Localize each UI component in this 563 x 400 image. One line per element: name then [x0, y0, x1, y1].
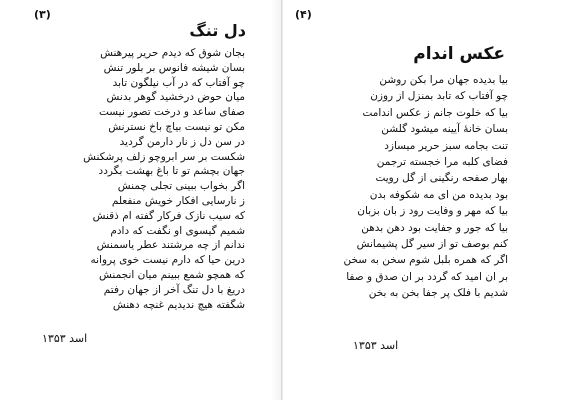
poem-line: که سیب نازک فرکار گفته ام ذقنش — [92, 209, 245, 222]
poem-line: شکست بر سر ابروچو زلف پرشکنش — [83, 150, 245, 163]
left-page — [0, 0, 280, 400]
poem-line: فضای کلبه مرا خجسته ترجمن — [376, 155, 508, 168]
poem-line: بیا که خلوت جانم ز عکس اندامت — [362, 106, 508, 119]
poem-line: درین حیا که دارم نیست خوی پروانه — [90, 254, 245, 267]
poem-line: بیا که مهر و وفایت رود ز بان بزبان — [357, 205, 508, 218]
left-page-number: (۳) — [34, 8, 51, 21]
right-page-number: (۴) — [295, 8, 312, 21]
poem-line: کنم بوصف تو از سیر گل پشیمانش — [356, 237, 508, 250]
poem-line: ندانم از چه مرشتند عطر یاسمنش — [96, 239, 245, 252]
right-page — [283, 0, 563, 400]
right-poem-body — [308, 72, 508, 301]
poem-line: تنت بجامه سبز حریر میسازد — [384, 139, 508, 152]
poem-line: چو آفتاب که در آب نیلگون تابد — [112, 76, 245, 89]
poem-line: بیا که جور و جفایت بود دهن بدهن — [361, 221, 508, 234]
left-poem-date: اسد ۱۳۵۳ — [42, 332, 88, 345]
poem-line: ز نارسایی افکار خویش منفعلم — [111, 194, 245, 207]
poem-line: شگفته هیچ ندیدیم غنچه دهنش — [112, 298, 245, 311]
poem-line: بر ان امید که گردد بر ان صدق و صفا — [346, 270, 508, 283]
poem-line: دریغ با دل تنگ آخر از جهان رفتم — [103, 283, 245, 296]
poem-line: چو آفتاب که تابد بمنزل از روزن — [370, 90, 508, 103]
poem-line: بجان شوق که دیدم حریر پیرهنش — [100, 47, 245, 59]
poem-line: شدیم با فلک پر جفا بخن به بخن — [368, 287, 508, 300]
poem-line: میان حوض درخشید گوهر بدنش — [106, 91, 245, 104]
left-poem-title: دل تنگ — [189, 21, 246, 40]
poem-line: شمیم گیسوی او نگفت که دادم — [110, 224, 245, 237]
poem-line: بود بدیده من ای مه شکوفه بدن — [369, 188, 508, 201]
poem-line: مکن تو نیست بیاچ باخ نسترنش — [108, 120, 245, 133]
right-poem-date: اسد ۱۳۵۳ — [353, 339, 399, 352]
poem-line: بیا بدیده جهان مرا بکن روشن — [379, 74, 508, 86]
poem-line: در سن دل ز نار دارمن گردید — [119, 135, 245, 148]
poem-line: اگر بخواب ببینی تجلی چمنش — [117, 180, 245, 193]
poem-line: بسان شیشه فانوس بر بلور تنش — [103, 61, 245, 74]
right-poem-title: عکس اندام — [413, 44, 505, 64]
poem-line: بهار صفحه رنگینی از گل رویت — [375, 172, 508, 185]
poem-line: که همچو شمع ببینم میان انجمنش — [99, 268, 245, 281]
poem-line: جهان بچشم تو تا باغ بهشت بگردد — [98, 165, 245, 178]
poem-line: صفای ساعد و درخت تصور نیست — [98, 106, 245, 119]
poem-line: اگر که همره بلبل شوم سخن به سخن — [343, 254, 508, 267]
poem-line: بسان خانهٔ آیینه میشود گلشن — [381, 123, 508, 136]
left-poem-body — [35, 46, 245, 312]
